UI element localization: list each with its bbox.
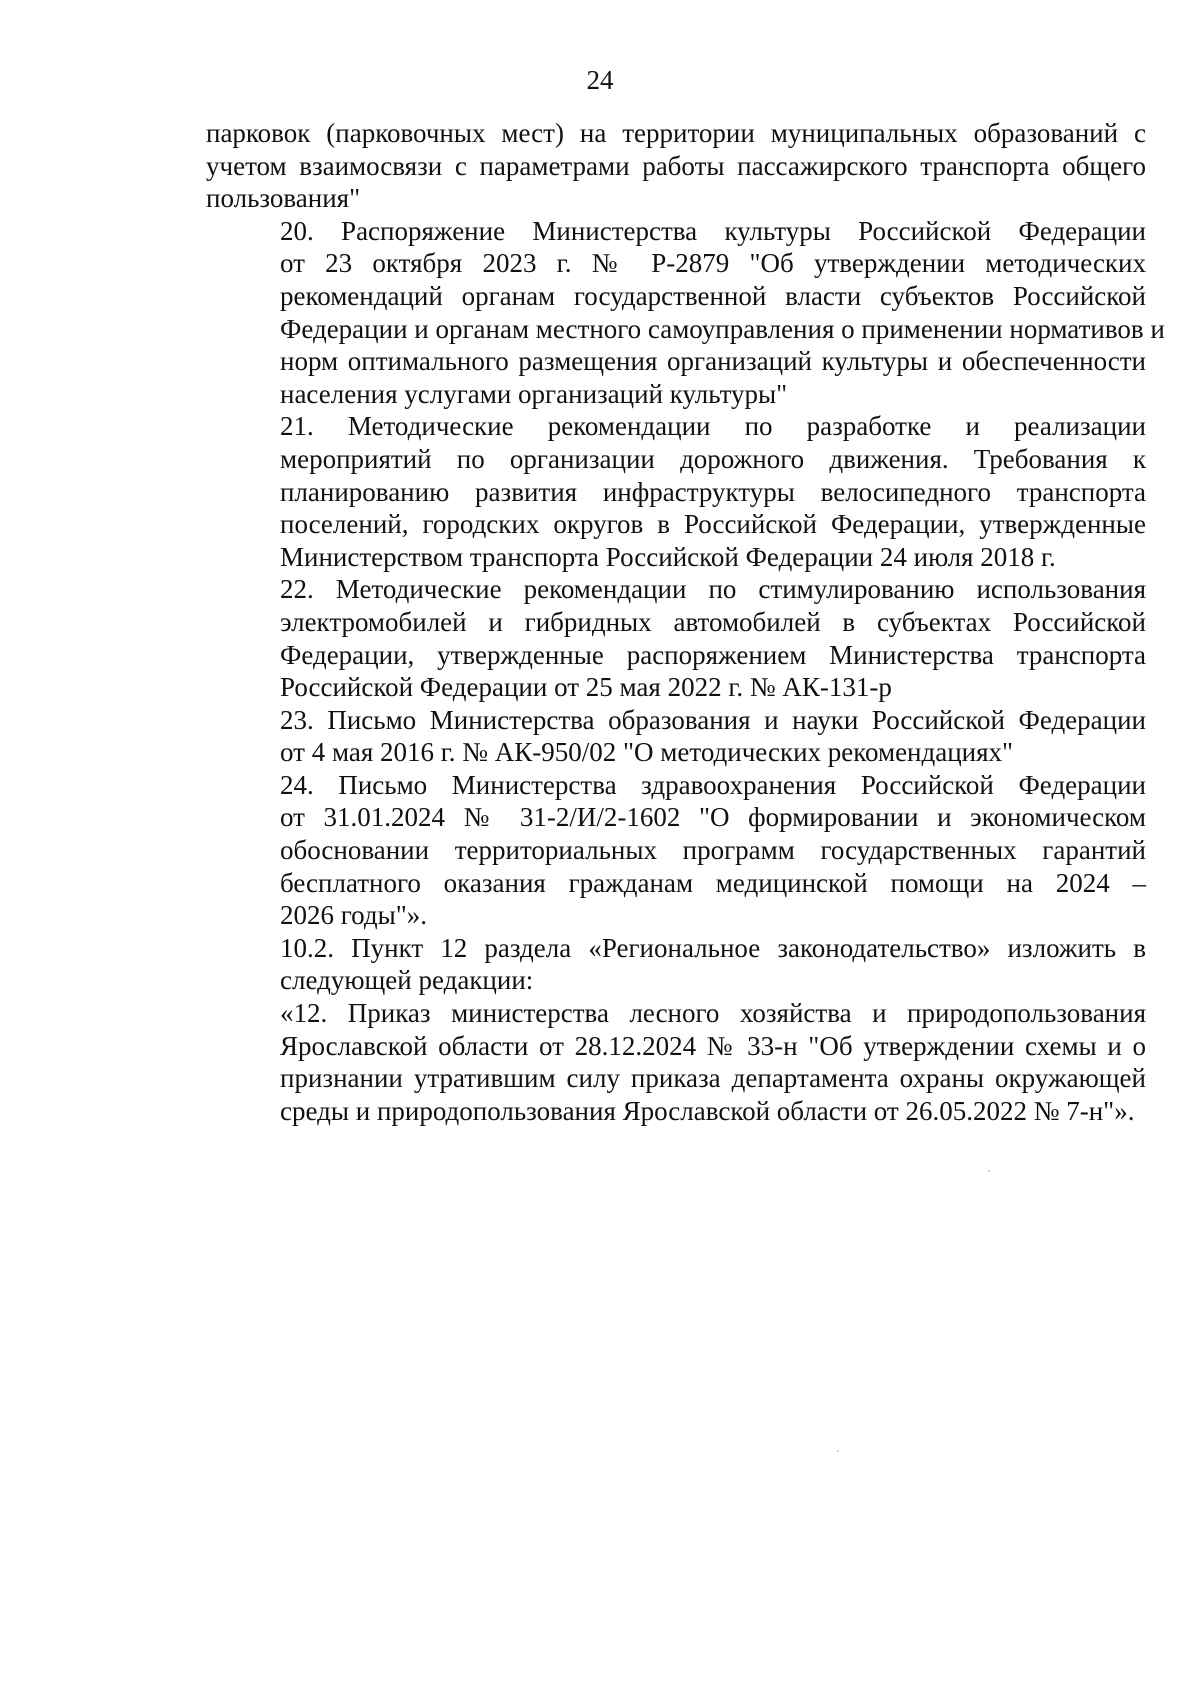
text-line: от 31.01.2024 № 31-2/И/2-1602 "О формировании и экономическом (280, 802, 1146, 833)
text-line: 10.2. Пункт 12 раздела «Региональное законодательство» изложить в (280, 932, 1146, 963)
text-line: пользования" (206, 183, 361, 214)
paragraph-p23 (206, 704, 1146, 769)
paragraph-p22 (206, 573, 1146, 703)
text-line: Министерством транспорта Российской Федерации 24 июля 2018 г. (280, 541, 1056, 572)
text-line: 24. Письмо Министерства здравоохранения Российской Федерации (280, 769, 1146, 800)
text-line: среды и природопользования Ярославской области от 26.05.2022 № 7-н"». (280, 1095, 1135, 1126)
paragraph-p21 (206, 410, 1146, 573)
text-line: 2026 годы"». (280, 900, 428, 931)
document-body (206, 117, 1165, 1127)
paragraph-p20 (206, 215, 1165, 411)
text-line: населения услугами организаций культуры" (280, 378, 788, 409)
text-line: от 23 октября 2023 г. № Р-2879 "Об утверждении методических (280, 248, 1146, 279)
text-line: Федерации, утвержденные распоряжением Министерства транспорта (280, 639, 1146, 670)
paragraph-p12 (206, 997, 1146, 1127)
paragraph-p0 (206, 117, 1146, 215)
text-line: мероприятий по организации дорожного движения. Требования к (280, 443, 1146, 474)
text-line: учетом взаимосвязи с параметрами работы пассажирского транспорта общего (206, 150, 1146, 181)
text-line: «12. Приказ министерства лесного хозяйства и природопользования (280, 998, 1146, 1029)
text-line: норм оптимального размещения организаций культуры и обеспеченности (280, 346, 1146, 377)
text-line: 21. Методические рекомендации по разработке и реализации (280, 411, 1146, 442)
text-line: 20. Распоряжение Министерства культуры Российской Федерации (280, 215, 1146, 246)
paragraph-p24 (206, 769, 1146, 932)
page-number: 24 (586, 65, 614, 95)
text-line: обосновании территориальных программ государственных гарантий (280, 835, 1146, 866)
text-line: парковок (парковочных мест) на территории муниципальных образований с (206, 118, 1146, 148)
text-line: 22. Методические рекомендации по стимулированию использования (280, 574, 1146, 605)
text-line: Российской Федерации от 25 мая 2022 г. № АК-131-р (280, 672, 892, 703)
text-line: бесплатного оказания гражданам медицинской помощи на 2024 – (280, 867, 1146, 898)
text-line: электромобилей и гибридных автомобилей в субъектах Российской (280, 606, 1146, 637)
scan-speck (988, 1170, 990, 1172)
text-line: Ярославской области от 28.12.2024 № 33-н "Об утверждении схемы и о (280, 1030, 1146, 1061)
text-line: признании утратившим силу приказа департамента охраны окружающей (280, 1063, 1146, 1094)
text-line: поселений, городских округов в Российской Федерации, утвержденные (280, 509, 1146, 540)
text-line: рекомендаций органам государственной власти субъектов Российской (280, 280, 1146, 311)
paragraph-p10-2 (206, 932, 1146, 997)
text-line: следующей редакции: (280, 965, 534, 996)
text-line: планированию развития инфраструктуры велосипедного транспорта (280, 476, 1146, 507)
text-line: 23. Письмо Министерства образования и науки Российской Федерации (280, 704, 1146, 735)
text-line: от 4 мая 2016 г. № АК-950/02 "О методических рекомендациях" (280, 737, 1014, 768)
scan-speck (837, 1450, 839, 1452)
text-line: Федерации и органам местного самоуправления о применении нормативов и (280, 313, 1165, 344)
